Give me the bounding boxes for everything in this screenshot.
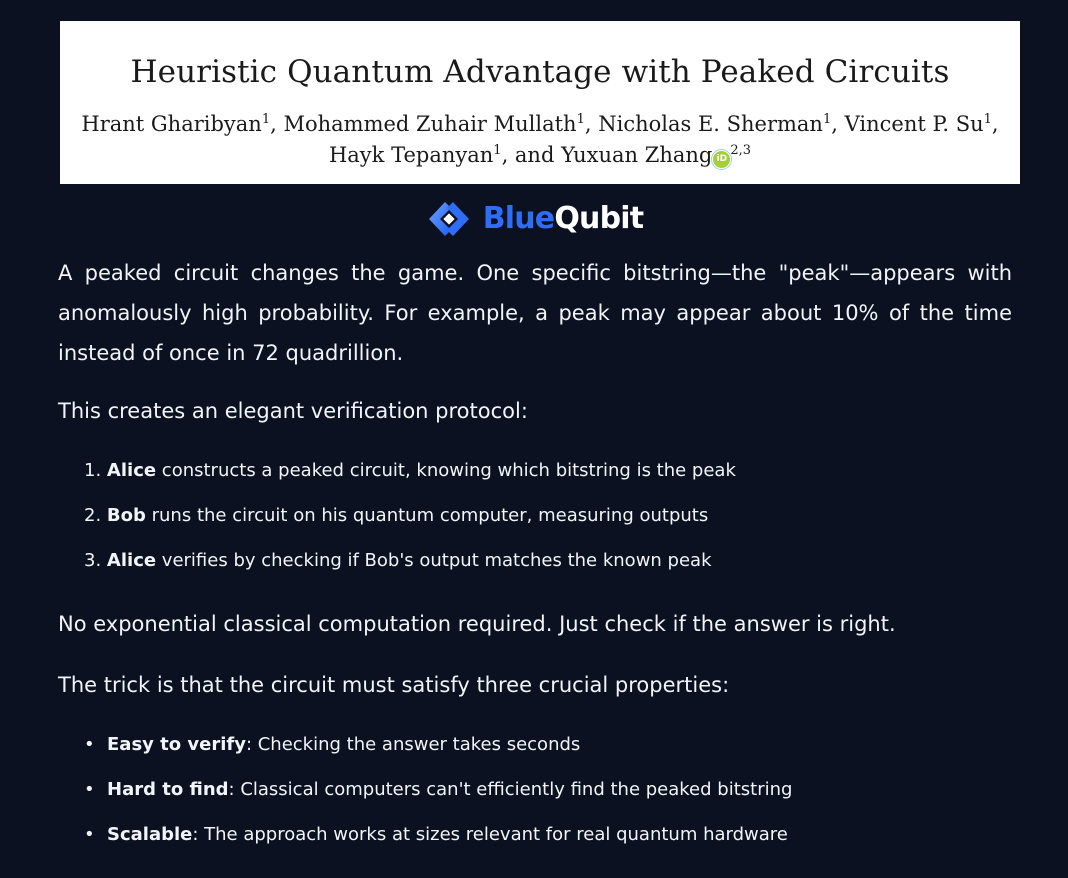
author-name: Yuxuan Zhang xyxy=(561,143,713,167)
step-actor: Bob xyxy=(106,505,146,526)
author-name: Nicholas E. Sherman xyxy=(598,112,823,136)
step-text: constructs a peaked circuit, knowing which bitstring is the peak xyxy=(156,460,736,481)
bullet-icon: • xyxy=(84,734,95,755)
author-name: Hayk Tepanyan xyxy=(328,143,494,167)
list-item xyxy=(84,776,792,821)
property-list xyxy=(84,731,792,866)
trick-paragraph: The trick is that the circuit must satisfy three crucial properties: xyxy=(58,673,730,697)
property-text: : Classical computers can't efficiently find the peaked bitstring xyxy=(228,779,793,800)
property-text: : The approach works at sizes relevant for real quantum hardware xyxy=(192,824,788,845)
step-number: 3. xyxy=(84,550,102,571)
brand-name-white: Qubit xyxy=(554,201,644,236)
brand-name-blue: Blue xyxy=(482,201,555,236)
step-number: 2. xyxy=(84,505,102,526)
author-affiliation: 1 xyxy=(822,112,832,127)
list-item xyxy=(84,547,736,592)
author-separator: , xyxy=(831,112,845,136)
bullet-icon: • xyxy=(84,779,95,800)
bluequbit-logo-icon xyxy=(425,199,473,239)
paper-authors xyxy=(60,109,1020,171)
orcid-icon[interactable]: iD xyxy=(713,151,730,168)
paper-title-card xyxy=(60,21,1020,184)
author-affiliation: 1 xyxy=(261,112,271,127)
authors-line-1 xyxy=(60,109,1020,140)
authors-line-2 xyxy=(60,140,1020,171)
protocol-intro: This creates an elegant verification protocol: xyxy=(58,399,528,423)
author-affiliation: 2,3 xyxy=(730,143,752,158)
author-affiliation: 1 xyxy=(576,112,585,127)
author-name: Vincent P. Su xyxy=(844,112,984,136)
bullet-icon: • xyxy=(84,824,95,845)
property-name: Easy to verify xyxy=(107,734,246,755)
step-text: verifies by checking if Bob's output matches the known peak xyxy=(156,550,712,571)
intro-paragraph: A peaked circuit changes the game. One specific bitstring—the "peak"—appears with anomalously high probability. For example, a peak may appear about 10% of the time instead of once in 72 quadrillion. xyxy=(58,261,1012,365)
property-name: Scalable xyxy=(107,824,193,845)
step-text: runs the circuit on his quantum computer, measuring outputs xyxy=(145,505,709,526)
list-item xyxy=(84,457,736,502)
author-separator: , xyxy=(991,112,999,136)
step-actor: Alice xyxy=(106,460,157,481)
protocol-steps xyxy=(84,457,736,592)
author-name: Hrant Gharibyan xyxy=(81,112,262,136)
paper-title: Heuristic Quantum Advantage with Peaked Circuits xyxy=(130,54,950,90)
author-separator: , xyxy=(584,112,599,136)
property-name: Hard to find xyxy=(107,779,229,800)
brand-header xyxy=(0,199,1068,239)
step-number: 1. xyxy=(84,460,102,481)
author-affiliation: 1 xyxy=(983,112,992,127)
brand-name xyxy=(483,199,644,239)
no-exponential-paragraph: No exponential classical computation required. Just check if the answer is right. xyxy=(58,612,896,636)
author-affiliation: 1 xyxy=(493,143,502,158)
property-text: : Checking the answer takes seconds xyxy=(245,734,581,755)
list-item xyxy=(84,821,792,866)
step-actor: Alice xyxy=(106,550,157,571)
list-item xyxy=(84,731,792,776)
author-separator: , xyxy=(270,112,284,136)
author-name: Mohammed Zuhair Mullath xyxy=(283,112,577,136)
list-item xyxy=(84,502,736,547)
author-and: , and xyxy=(501,143,562,167)
